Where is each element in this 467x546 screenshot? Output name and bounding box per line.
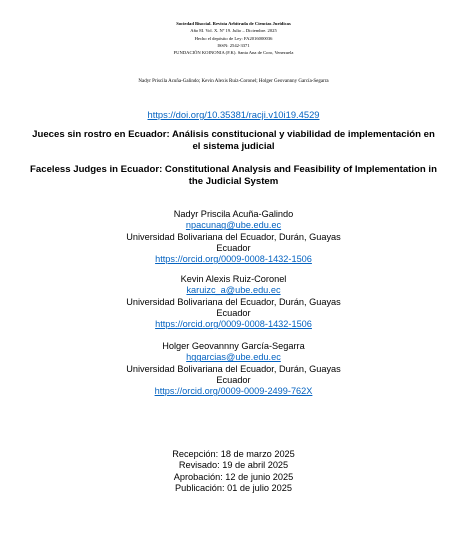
- author-email-link[interactable]: [0, 352, 467, 363]
- author-email-text[interactable]: karuizc_a@ube.edu.ec: [186, 285, 281, 296]
- journal-header: [0, 20, 467, 56]
- title-spanish: Jueces sin rostro en Ecuador: Análisis constitucional y viabilidad de implementación en el sistema judicial: [32, 129, 435, 152]
- author-orcid-link[interactable]: [0, 386, 467, 397]
- author-name: Holger Geovannny García-Segarra: [162, 341, 305, 351]
- date-received: Recepción: 18 de marzo 2025: [172, 449, 295, 459]
- journal-legal-deposit: Hecho el depósito de Ley: FA2016000036: [194, 35, 273, 41]
- journal-foundation: FUNDACIÓN KOINONIA (F.K). Santa Ana de Coro, Venezuela: [173, 50, 294, 56]
- submission-dates: [0, 449, 467, 495]
- author-orcid-link[interactable]: [0, 319, 467, 330]
- author-name: Kevin Alexis Ruiz-Coronel: [180, 274, 287, 284]
- author-name: Nadyr Priscila Acuña-Galindo: [173, 209, 294, 219]
- author-orcid-text[interactable]: https://orcid.org/0009-0008-1432-1506: [155, 319, 312, 330]
- author-country: Ecuador: [216, 307, 251, 318]
- date-approved: Aprobación: 12 de junio 2025: [173, 471, 294, 482]
- date-revised: Revisado: 19 de abril 2025: [178, 460, 289, 471]
- journal-title: Sociedad Bisocial. Revista Arbitrada de Ciencias Jurídicas: [176, 21, 291, 26]
- author-country: Ecuador: [216, 242, 251, 253]
- author-affiliation: Universidad Bolivariana del Ecuador, Durán, Guayas: [126, 363, 341, 374]
- author-orcid-text[interactable]: https://orcid.org/0009-0009-2499-762X: [154, 386, 313, 397]
- author-country: Ecuador: [216, 374, 251, 385]
- author-block: [0, 341, 467, 397]
- author-block: [0, 209, 467, 265]
- doi-link[interactable]: https://doi.org/10.35381/racji.v10i19.4529: [147, 109, 320, 120]
- journal-issn: ISSN: 2542-3371: [217, 42, 250, 48]
- author-email-link[interactable]: [0, 220, 467, 231]
- author-email-text[interactable]: hggarcias@ube.edu.ec: [186, 352, 281, 363]
- author-orcid-link[interactable]: [0, 254, 467, 265]
- author-affiliation: Universidad Bolivariana del Ecuador, Durán, Guayas: [126, 296, 341, 307]
- author-email-link[interactable]: [0, 285, 467, 296]
- author-orcid-text[interactable]: https://orcid.org/0009-0008-1432-1506: [155, 254, 312, 265]
- date-published: Publicación: 01 de julio 2025: [175, 483, 292, 494]
- author-email-text[interactable]: npacunag@ube.edu.ec: [185, 220, 282, 231]
- author-affiliation: Universidad Bolivariana del Ecuador, Durán, Guayas: [126, 231, 341, 242]
- author-block: [0, 274, 467, 330]
- title-english: Faceless Judges in Ecuador: Constitutional Analysis and Feasibility of Implementation in the Judicial System: [30, 164, 437, 187]
- journal-issue: Año 8I. Vol. X. Nº 19. Julio – Diciembre. 2025: [190, 28, 277, 34]
- authors-running-line: Nadyr Priscila Acuña-Galindo; Kevin Alexis Ruiz-Coronel; Holger Geovannny García-Segarra: [138, 79, 329, 84]
